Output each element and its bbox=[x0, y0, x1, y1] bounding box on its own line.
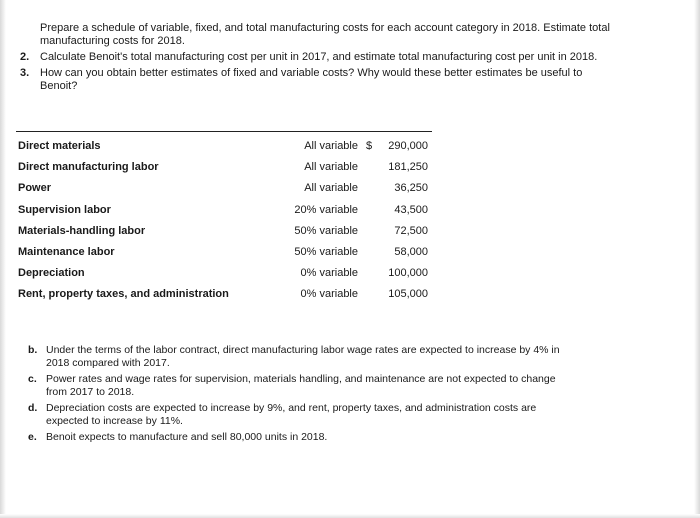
table-row bbox=[16, 265, 436, 286]
account-name: Direct materials bbox=[18, 140, 101, 152]
table-row bbox=[16, 180, 436, 201]
assumption-item bbox=[28, 344, 568, 370]
question-list bbox=[18, 22, 618, 96]
question-text: Prepare a schedule of variable, fixed, and total manufacturing costs for each account category in 2018. Estimate total manufacturing costs for 2018. bbox=[40, 22, 610, 47]
cost-behavior: 50% variable bbox=[294, 245, 358, 258]
question-number: 3. bbox=[20, 67, 30, 79]
table-row bbox=[16, 244, 436, 265]
cost-table bbox=[16, 138, 436, 308]
assumption-letter: b. bbox=[28, 344, 38, 356]
assumption-letter: e. bbox=[28, 431, 37, 443]
table-row bbox=[16, 286, 436, 307]
question-item bbox=[18, 67, 618, 93]
assumption-item bbox=[28, 373, 568, 399]
page-edge-right bbox=[694, 0, 700, 518]
cost-amount: 181,250 bbox=[388, 161, 428, 174]
question-number: 2. bbox=[20, 51, 30, 63]
question-item bbox=[18, 51, 618, 64]
page-edge-bottom bbox=[0, 514, 700, 518]
table-row bbox=[16, 223, 436, 244]
account-name: Supervision labor bbox=[18, 203, 111, 216]
assumption-text: Under the terms of the labor contract, direct manufacturing labor wage rates are expected to increase by 4% in 2018 compared with 2017. bbox=[46, 344, 560, 369]
assumption-letter: c. bbox=[28, 373, 37, 385]
account-name: Materials-handling labor bbox=[18, 224, 146, 237]
cost-amount: 290,000 bbox=[388, 140, 428, 152]
assumption-text: Depreciation costs are expected to increase by 9%, and rent, property taxes, and administration costs are expected to increase by 11%. bbox=[46, 402, 537, 427]
cost-behavior: 20% variable bbox=[294, 203, 358, 216]
cost-amount: 43,500 bbox=[394, 203, 428, 216]
cost-amount: 100,000 bbox=[388, 267, 428, 280]
page-edge-left bbox=[0, 0, 6, 518]
assumption-item bbox=[28, 402, 568, 428]
table-top-rule bbox=[16, 131, 432, 132]
cost-behavior: 50% variable bbox=[294, 224, 358, 237]
cost-amount: 36,250 bbox=[394, 182, 428, 195]
cost-behavior: All variable bbox=[304, 161, 358, 174]
assumption-item bbox=[28, 431, 568, 444]
assumption-list bbox=[28, 344, 568, 447]
assumption-text: Power rates and wage rates for supervision, materials handling, and maintenance are not expected to change from 2017 to 2018. bbox=[46, 373, 556, 398]
question-text: Calculate Benoit's total manufacturing cost per unit in 2017, and estimate total manufacturing cost per unit in 2018. bbox=[40, 51, 598, 63]
currency-symbol: $ bbox=[366, 140, 373, 152]
question-text: How can you obtain better estimates of fixed and variable costs? Why would these better estimates be useful to Benoit? bbox=[40, 67, 583, 92]
cost-amount: 105,000 bbox=[388, 288, 428, 301]
cost-behavior: All variable bbox=[304, 182, 358, 195]
account-name: Power bbox=[18, 182, 52, 195]
table-row bbox=[16, 202, 436, 223]
account-name: Maintenance labor bbox=[18, 245, 115, 258]
table-row bbox=[16, 138, 436, 159]
account-name: Depreciation bbox=[18, 267, 85, 280]
cost-behavior: 0% variable bbox=[300, 288, 358, 301]
account-name: Rent, property taxes, and administration bbox=[18, 288, 229, 301]
question-item bbox=[18, 22, 618, 48]
table-row bbox=[16, 159, 436, 180]
cost-amount: 72,500 bbox=[394, 224, 428, 237]
cost-amount: 58,000 bbox=[394, 245, 428, 258]
account-name: Direct manufacturing labor bbox=[18, 161, 159, 174]
assumption-text: Benoit expects to manufacture and sell 80,000 units in 2018. bbox=[46, 431, 328, 443]
cost-behavior: All variable bbox=[304, 140, 358, 152]
assumption-letter: d. bbox=[28, 402, 38, 414]
cost-behavior: 0% variable bbox=[300, 267, 358, 280]
